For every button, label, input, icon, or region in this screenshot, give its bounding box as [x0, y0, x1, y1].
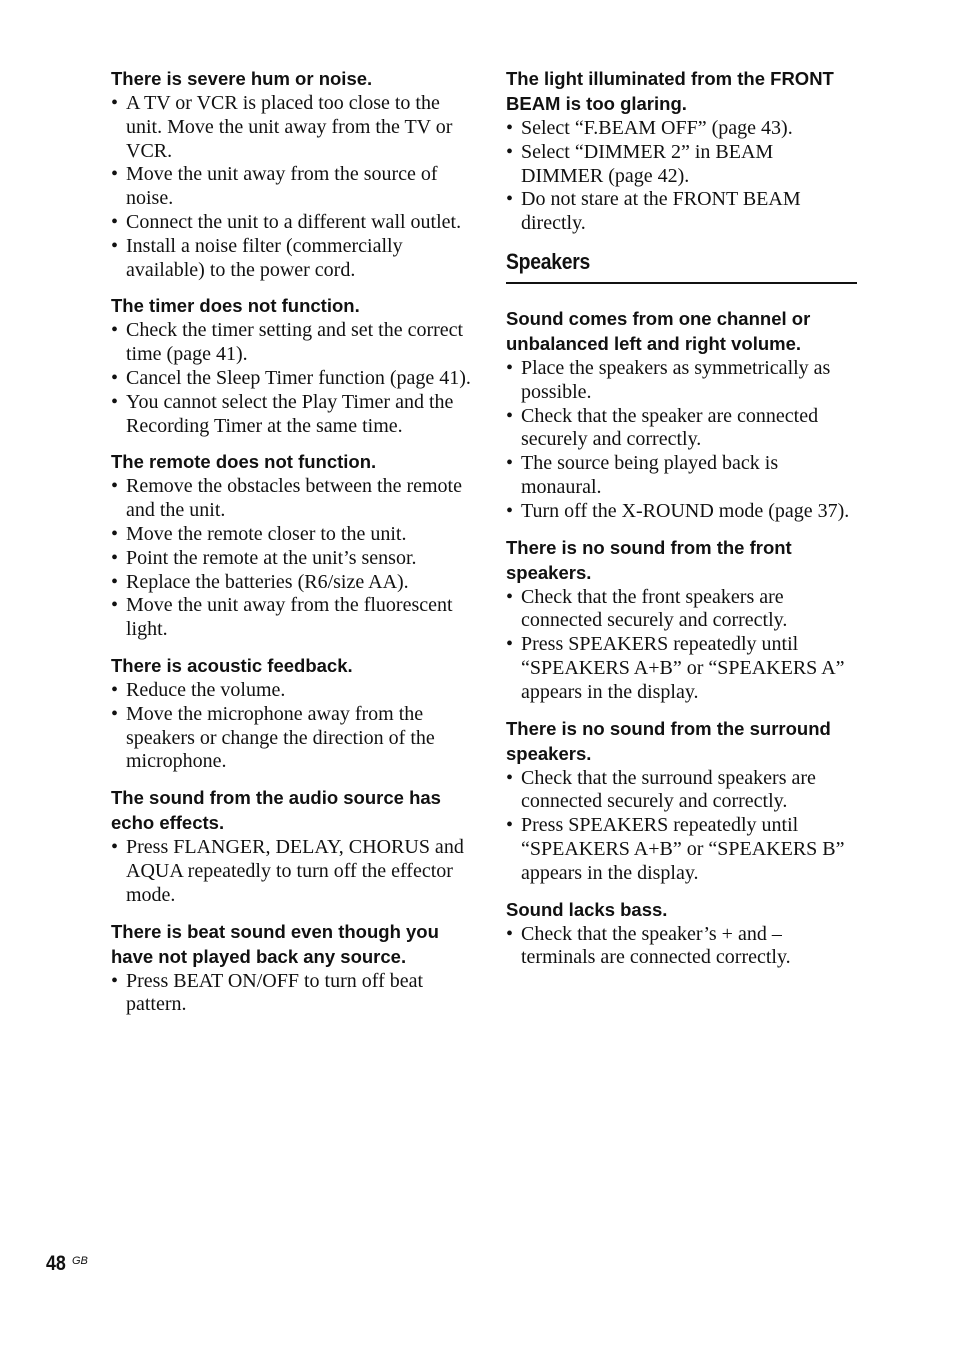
- bullet-item: • Place the speakers as symmetrically as possible.: [506, 357, 858, 405]
- bullet-item: • You cannot select the Play Timer and the Recording Timer at the same time.: [111, 391, 471, 439]
- page-number: 48: [46, 1252, 66, 1275]
- troubleshooting-section: [506, 535, 858, 705]
- bullet-list: [506, 923, 858, 971]
- bullet-item: • Install a noise filter (commercially available) to the power cord.: [111, 235, 471, 283]
- bullet-item: • Move the remote closer to the unit.: [111, 523, 471, 547]
- right-column-top: [506, 66, 858, 236]
- troubleshooting-section: [111, 449, 471, 642]
- bullet-list: [506, 117, 858, 236]
- section-heading: There is acoustic feedback.: [111, 654, 353, 676]
- bullet-list: [111, 836, 471, 907]
- bullet-item: • Check that the surround speakers are connected securely and correctly.: [506, 767, 858, 815]
- bullet-item: • The source being played back is monaural.: [506, 452, 858, 500]
- section-heading: The remote does not function.: [111, 451, 377, 473]
- bullet-item: • Remove the obstacles between the remote and the unit.: [111, 475, 471, 523]
- bullet-list: [111, 679, 471, 774]
- section-heading: There is no sound from the front speakers.: [506, 536, 792, 583]
- section-heading: There is no sound from the surround speakers.: [506, 717, 831, 764]
- bullet-item: • Move the unit away from the fluorescent light.: [111, 594, 471, 642]
- bullet-item: • Reduce the volume.: [111, 679, 471, 703]
- bullet-list: [111, 970, 471, 1018]
- bullet-item: • Press BEAT ON/OFF to turn off beat pattern.: [111, 970, 471, 1018]
- bullet-item: • Turn off the X-ROUND mode (page 37).: [506, 500, 858, 524]
- bullet-item: • Check the timer setting and set the correct time (page 41).: [111, 319, 471, 367]
- section-heading: The sound from the audio source has echo effects.: [111, 787, 441, 834]
- bullet-item: • Move the unit away from the source of noise.: [111, 163, 471, 211]
- bullet-item: • Press SPEAKERS repeatedly until “SPEAKERS A+B” or “SPEAKERS B” appears in the display.: [506, 814, 858, 885]
- subsection-rule: [506, 282, 857, 284]
- bullet-item: • Move the microphone away from the speakers or change the direction of the microphone.: [111, 703, 471, 774]
- right-column: [506, 66, 858, 981]
- bullet-item: • Replace the batteries (R6/size AA).: [111, 571, 471, 595]
- bullet-item: • Press SPEAKERS repeatedly until “SPEAKERS A+B” or “SPEAKERS A” appears in the display.: [506, 633, 858, 704]
- section-heading: The timer does not function.: [111, 295, 360, 317]
- page-number-suffix: GB: [72, 1255, 88, 1267]
- bullet-item: • Select “F.BEAM OFF” (page 43).: [506, 117, 858, 141]
- bullet-item: • Cancel the Sleep Timer function (page 41).: [111, 367, 471, 391]
- troubleshooting-section: [111, 785, 471, 907]
- bullet-list: [506, 357, 858, 524]
- troubleshooting-section: [111, 919, 471, 1018]
- bullet-list: [506, 586, 858, 705]
- section-heading: The light illuminated from the FRONT BEAM is too glaring.: [506, 68, 834, 114]
- bullet-item: • Press FLANGER, DELAY, CHORUS and AQUA repeatedly to turn off the effector mode.: [111, 836, 471, 907]
- left-column: [111, 66, 471, 1028]
- troubleshooting-section: [506, 66, 858, 236]
- bullet-item: • Do not stare at the FRONT BEAM directly.: [506, 188, 858, 236]
- right-column-bottom: [506, 306, 858, 970]
- bullet-item: • Check that the speaker’s + and – terminals are connected correctly.: [506, 923, 858, 971]
- bullet-item: • Connect the unit to a different wall outlet.: [111, 211, 471, 235]
- bullet-item: • Check that the front speakers are connected securely and correctly.: [506, 586, 858, 634]
- troubleshooting-section: [506, 897, 858, 971]
- troubleshooting-section: [111, 293, 471, 438]
- troubleshooting-section: [111, 653, 471, 774]
- troubleshooting-section: [506, 716, 858, 886]
- bullet-list: [111, 475, 471, 642]
- bullet-list: [111, 92, 471, 282]
- section-heading: Sound comes from one channel or unbalanced left and right volume.: [506, 307, 811, 354]
- section-heading: There is beat sound even though you have not played back any source.: [111, 920, 439, 967]
- section-heading: There is severe hum or noise.: [111, 68, 373, 89]
- bullet-list: [506, 767, 858, 886]
- bullet-item: • Check that the speaker are connected securely and correctly.: [506, 405, 858, 453]
- troubleshooting-section: [111, 66, 471, 282]
- bullet-item: • Point the remote at the unit’s sensor.: [111, 547, 471, 571]
- troubleshooting-section: [506, 306, 858, 524]
- bullet-list: [111, 319, 471, 438]
- bullet-item: • A TV or VCR is placed too close to the unit. Move the unit away from the TV or VCR.: [111, 92, 471, 163]
- subsection-title: Speakers: [506, 248, 590, 274]
- section-heading: Sound lacks bass.: [506, 898, 668, 920]
- bullet-item: • Select “DIMMER 2” in BEAM DIMMER (page 42).: [506, 141, 858, 189]
